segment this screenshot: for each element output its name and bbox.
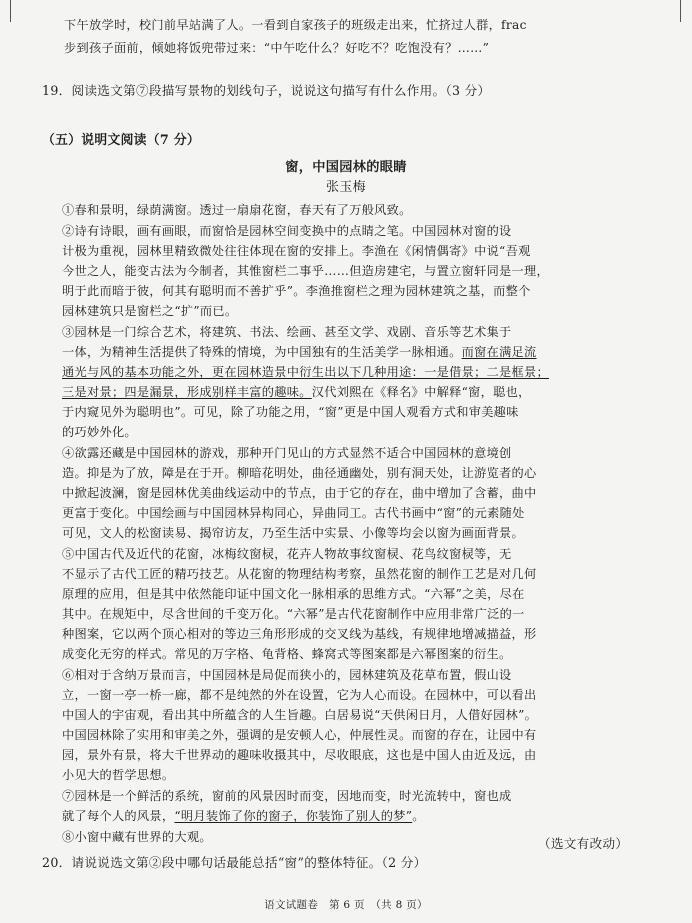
- para-3-line-5: 于内窥见外为聪明也”。可见，除了功能之用，“窗”更是中国人观看方式和审美趣味: [62, 405, 519, 419]
- para-7-line-1: ⑦园林是一个鲜活的系统，窗前的风景因时而变，因地而变，时光流转中，窗也成: [62, 789, 512, 803]
- page-footer: 语文试题卷 第 6 页 （共 8 页）: [264, 899, 428, 911]
- para-5-line-6: 成变化无穷的样式。常见的万字格、龟背格、蜂窝式等图案都是六幂图案的衍生。: [62, 647, 512, 661]
- para-5-line-4: 其中。在规矩中，尽含世间的千变万化。“六幂”是古代花窗制作中应用非常广泛的一: [62, 607, 525, 621]
- question-19: 19．阅读选文第⑦段描写景物的划线句子，说说这句描写有什么作用。（3 分）: [42, 83, 491, 98]
- para-4-line-2: 造。抑是为了放，障是在于开。柳暗花明处，曲径通幽处，别有洞天处，让游览者的心: [62, 466, 537, 480]
- page-edge-line: [10, 0, 11, 22]
- para-3-line-6: 的巧妙外化。: [62, 425, 137, 439]
- question-20: 20．请说说选文第②段中哪句话最能总括“窗”的整体特征。（2 分）: [42, 855, 427, 870]
- para-3-line-3: 通光与风的基本功能之外，更在园林造景中衍生出以下几种用途：一是借景；二是框景；: [62, 365, 550, 379]
- para-3-line-1: ③园林是一门综合艺术，将建筑、书法、绘画、甚至文学、戏剧、音乐等艺术集于: [62, 325, 512, 339]
- para-6-line-2: 立，一窗一亭一桥一廊，都不是纯然的外在设置，它为人心而设。在园林中，可以看出: [62, 688, 537, 702]
- para-4-line-5: 可见，文人的松窗读易、揭帘访友，乃至生活中实景、小像等均会以窗为画面背景。: [62, 526, 525, 540]
- para-6-line-4: 中国园林除了实用和审美之外，强调的是安顿人心，仲展性灵。而窗的存在，让园中有: [62, 728, 537, 742]
- para-3-line-4: 三是对景；四是漏景，形成别样丰富的趣味。汉代刘熙在《释名》中解释“窗，聪也，: [62, 385, 531, 399]
- para-5-line-2: 不显示了古代工匠的精巧技艺。从花窗的物理结构考察，虽然花窗的制作工艺是对几何: [62, 567, 537, 581]
- section-heading: （五）说明文阅读（7 分）: [42, 133, 201, 148]
- article-title: 窗，中国园林的眼睛: [285, 160, 407, 175]
- para-4-line-1: ④欲露还藏是中国园林的游戏，那种开门见山的方式显然不适合中国园林的意境创: [62, 446, 512, 460]
- para-2-line-1: ②诗有诗眼，画有画眼，而窗恰是园林空间变换中的点睛之笔。中国园林对窗的设: [62, 224, 512, 238]
- para-5-line-1: ⑤中国古代及近代的花窗，冰梅纹窗棂，花卉人物故事纹窗棂、花鸟纹窗棂等，无: [62, 547, 512, 561]
- para-1-line-1: ①春和景明，绿荫满窗。透过一扇扇花窗，春天有了万般风致。: [62, 203, 412, 217]
- para-2-line-5: 园林建筑只是窗栏之“扩”而已。: [62, 304, 238, 318]
- source-note: （选文有改动）: [538, 836, 629, 851]
- para-5-line-5: 种图案，它以两个顶心相对的等边三角形形成的交叉线为基线，有规律地增减描益，形: [62, 627, 537, 641]
- para-4-line-4: 更富于变化。中国绘画与中国园林异构同心，异曲同工。古代书画中“窗”的元素随处: [62, 506, 525, 520]
- para-7-line-2: 就了每个人的风景，“明月装饰了你的窗子，你装饰了别人的梦”。: [62, 809, 425, 823]
- para-2-line-4: 明于此而暗于彼，何其有聪明而不善扩乎”。李渔推窗栏之理为园林建筑之基，而整个: [62, 284, 531, 298]
- para-6-line-6: 小见大的哲学思想。: [62, 768, 175, 782]
- para-8-line-1: ⑧小窗中藏有世界的大观。: [62, 830, 212, 844]
- page-edge-line: [680, 0, 681, 22]
- story-line-2: 步到孩子面前，倾她将饭兜带过来：“中午吃什么？好吃不？吃饱没有？……”: [64, 41, 490, 55]
- para-6-line-3: 中国人的宇宙观，看出其中所蕴含的人生旨趣。白居易说“天供闲日月，人借好园林”。: [62, 708, 538, 722]
- story-line-1: 下午放学时，校门前早站满了人。一看到自家孩子的班级走出来，忙挤过人群，frac: [64, 18, 527, 32]
- article-author: 张玉梅: [326, 180, 366, 195]
- para-4-line-3: 中掀起波澜，窗是园林优美曲线运动中的节点，由于它的存在，曲中增加了含蓄，曲中: [62, 486, 537, 500]
- para-6-line-1: ⑥相对于含纳万景而言，中国园林是局促而狭小的，园林建筑及花草布置，假山设: [62, 668, 512, 682]
- para-2-line-2: 计极为重视，园林里精致微处往往体现在窗的安排上。李渔在《闲情偶寄》中说“吾观: [62, 244, 531, 258]
- para-2-line-3: 今世之人，能变古法为今制者，其惟窗栏二事乎……但造房建宅，与置立窗轩同是一理，: [62, 264, 550, 278]
- para-5-line-3: 原理的应用，但是其中依然能印证中国文化一脉相承的思维方式。“六幂”之美，尽在: [62, 587, 525, 601]
- para-3-line-2: 一体，为精神生活提供了特殊的情境，为中国独有的生活美学一脉相通。而窗在满足流: [62, 345, 537, 359]
- para-6-line-5: 园，景外有景，将大千世界动的趣味收摄其中，尽收眼底，这也是中国人由近及远，由: [62, 748, 537, 762]
